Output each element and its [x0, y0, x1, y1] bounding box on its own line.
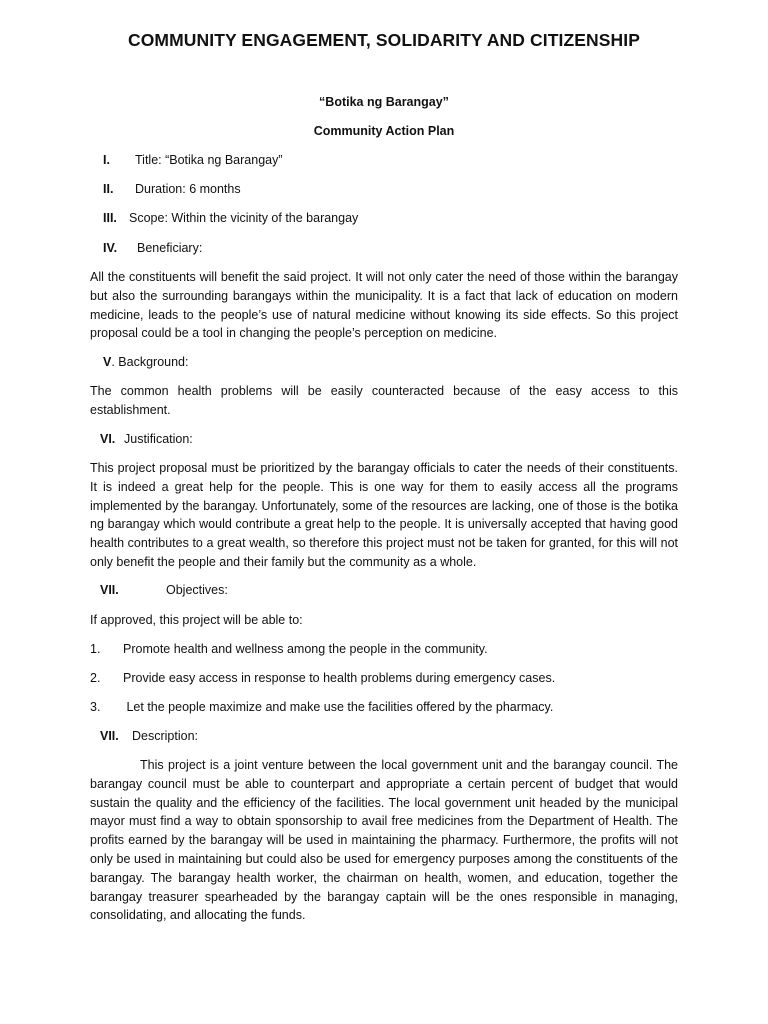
section-justification: [100, 432, 193, 446]
objective-number: 3.: [90, 700, 101, 714]
section-label: . Background:: [111, 355, 189, 369]
document-subtitle: Community Action Plan: [313, 124, 455, 138]
section-label: Objectives:: [166, 583, 228, 597]
objective-text: Promote health and wellness among the people in the community.: [123, 642, 488, 656]
beneficiary-paragraph: All the constituents will benefit the said project. It will not only cater the need of those within the barangay but also the surrounding barangays within the municipality. It is a fact that lack of education on modern medicine, leads to the people’s use of natural medicine without knowing its side effects. So this project proposal could be a tool in changing the people’s perception on medicine.: [90, 270, 678, 341]
objectives-intro: If approved, this project will be able to:: [90, 613, 303, 627]
objective-text: Provide easy access in response to health problems during emergency cases.: [123, 671, 556, 685]
objective-item: [90, 700, 553, 714]
section-label: Duration: 6 months: [135, 182, 241, 196]
section-duration: [103, 182, 241, 196]
section-label: Beneficiary:: [137, 241, 203, 255]
objective-text: Let the people maximize and make use the facilities offered by the pharmacy.: [123, 700, 554, 714]
justification-paragraph: This project proposal must be prioritized by the barangay officials to cater the needs of their constituents. It is indeed a great help for the people. This is one way for them to easily access all the programs implemented by the barangay. Unfortunately, some of the resources are lacking, one of those is the botika ng barangay which would contribute a great help to the people. It is universally accepted that having good health contributes to a great wealth, so therefore this project must not be taken for granted, for this will not only benefit the people and their family but the community as a whole.: [90, 461, 678, 569]
section-title: [103, 153, 283, 167]
objective-item: [90, 671, 555, 685]
section-number: V: [103, 355, 112, 369]
section-number: IV.: [103, 241, 118, 255]
description-paragraph: This project is a joint venture between the local government unit and the barangay council. The barangay council must be able to counterpart and appropriate a certain percent of budget that would sustain the quality and the efficiency of the facilities. The local government unit headed by the municipal mayor must find a way to obtain sponsorship to avail free medicines from the Department of Health. The profits earned by the barangay will be used in maintaining the pharmacy. Furthermore, the profits will not only be used in maintaining but could also be used for emergency purposes among the constituents of the barangay. The barangay health worker, the chairman on health, women, and education, together the barangay treasurer spearheaded by the barangay captain will be the ones responsible in managing, consolidating, and allocating the funds.: [90, 758, 678, 923]
section-label: Title: “Botika ng Barangay”: [135, 153, 283, 167]
section-number: VII.: [100, 729, 119, 743]
section-number: II.: [103, 182, 114, 196]
section-number: VII.: [100, 583, 119, 597]
objective-number: 1.: [90, 642, 101, 656]
section-beneficiary: [103, 241, 202, 255]
project-name: “Botika ng Barangay”: [319, 95, 449, 109]
section-label: Description:: [132, 729, 198, 743]
section-number: VI.: [100, 432, 116, 446]
section-label: Justification:: [124, 432, 193, 446]
section-scope: [103, 211, 358, 225]
background-paragraph: The common health problems will be easily counteracted because of the easy access to this establishment.: [90, 384, 678, 417]
objective-number: 2.: [90, 671, 101, 685]
document-title: COMMUNITY ENGAGEMENT, SOLIDARITY AND CITIZENSHIP: [127, 30, 640, 50]
section-label: Scope: Within the vicinity of the barangay: [129, 211, 359, 225]
section-number: I.: [103, 153, 110, 167]
section-number: III.: [103, 211, 117, 225]
section-description: [100, 729, 198, 743]
section-background: [103, 355, 188, 369]
section-objectives: [100, 583, 228, 597]
objective-item: [90, 642, 488, 656]
